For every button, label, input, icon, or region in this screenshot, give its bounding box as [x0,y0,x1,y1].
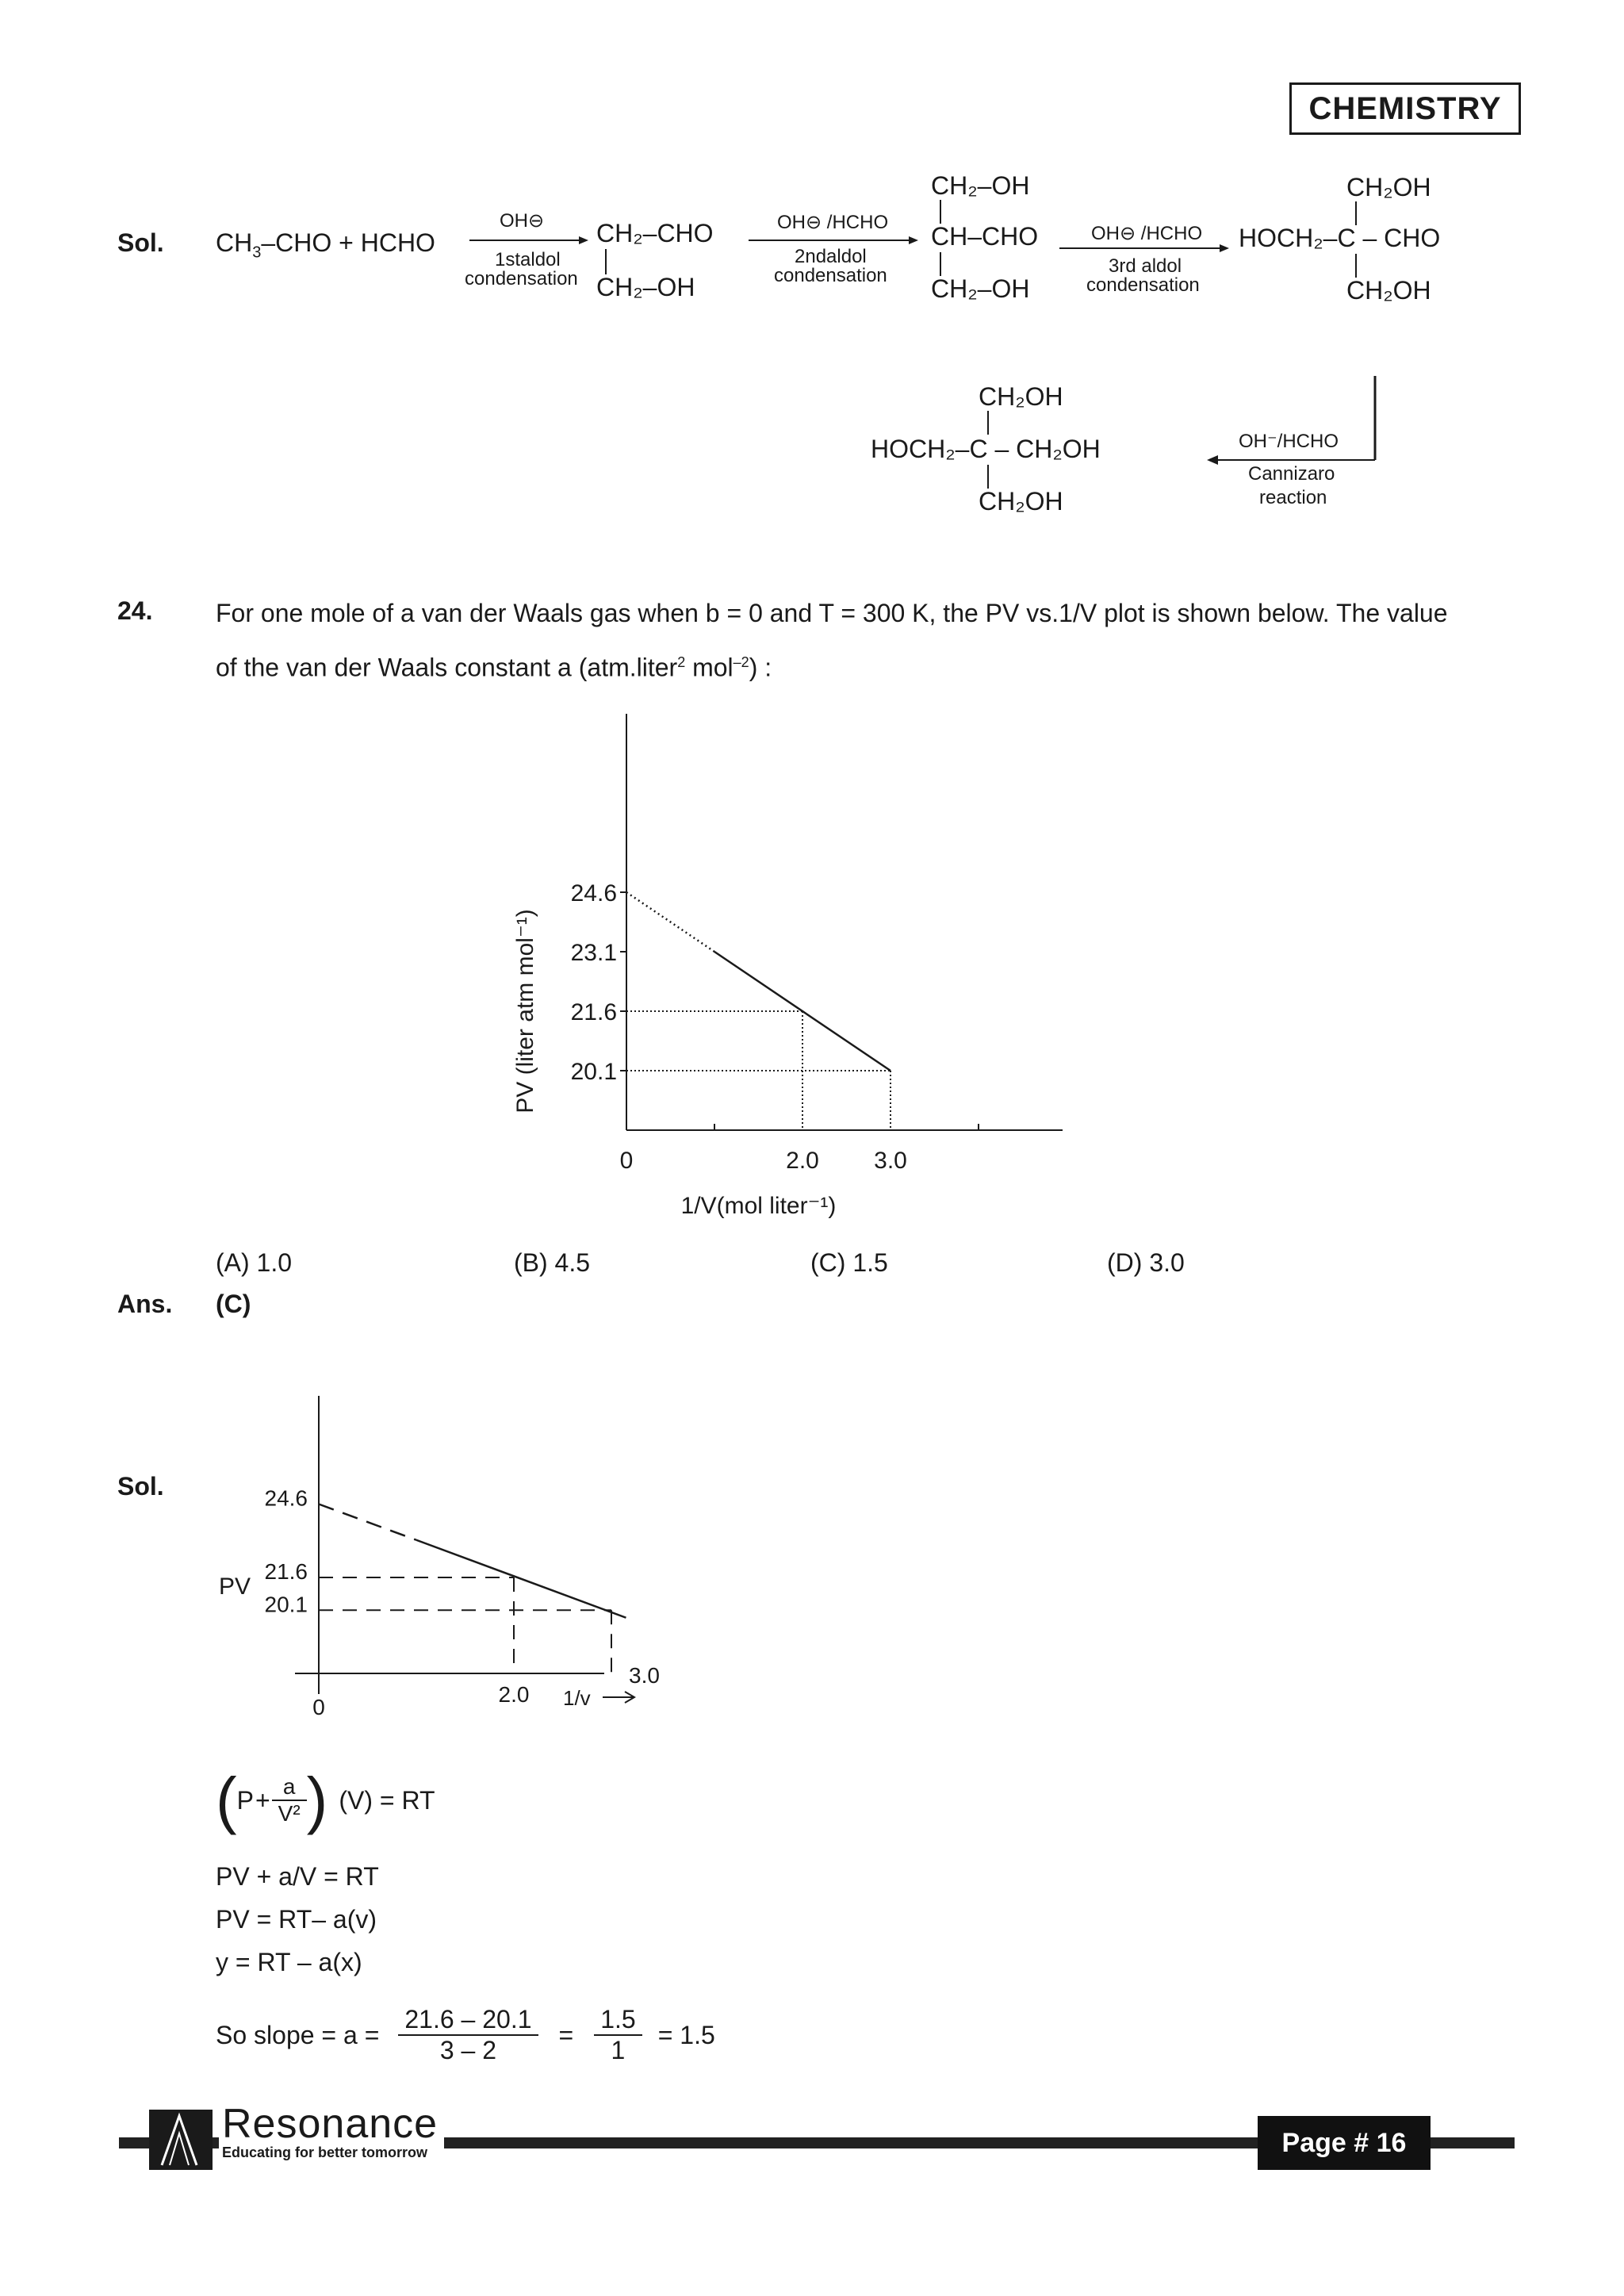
question-number: 24. [117,596,153,625]
y-tick-label: 21.6 [570,999,617,1025]
slope-prefix: So slope = a = [216,2020,380,2049]
sol2-line-3: y = RT – a(x) [216,1948,362,1976]
data-line [416,1540,626,1618]
brand-tagline: Educating for better tomorrow [222,2145,428,2160]
eq-frac-num: a [272,1774,307,1801]
product1-bottom: CH₂–OH [596,273,695,301]
question-sup-1: 2 [677,654,686,670]
reactants [216,228,435,262]
eq-fraction [272,1774,307,1826]
product2-top: CH₂–OH [931,171,1030,200]
y-tick-label: 20.1 [570,1059,617,1085]
reactant-left: CH [216,228,253,257]
product3-bottom: CH₂OH [1346,276,1431,305]
step2-name-1: 2ndaldol [795,246,867,267]
step4-reagent: OH⁻/HCHO [1239,431,1339,452]
step3-reagent: OH⊖ /HCHO [1091,223,1203,244]
eq-plus: + [255,1785,270,1815]
x-tick-label: 2.0 [786,1148,819,1174]
product2-bond-top [939,200,942,224]
resonance-logo-icon [149,2110,213,2170]
step2-reagent: OH⊖ /HCHO [777,212,889,233]
sol-label: Sol. [117,228,164,257]
y-tick-label: 24.6 [264,1485,308,1511]
close-paren: ) [306,1765,328,1835]
step1-name-1: 1staldol [495,249,561,270]
solution-chart [208,1380,660,1729]
option-c: (C) 1.5 [810,1248,888,1277]
slope-num-2: 1.5 [594,2005,642,2036]
eq-p: P [236,1785,254,1815]
brand-name: Resonance [222,2101,439,2147]
slope-calculation [216,2005,715,2065]
y-tick-label: 24.6 [570,880,617,907]
product4-bond-top [986,411,990,435]
x-axis-label: 1/V(mol liter⁻¹) [680,1193,837,1219]
x-tick-label: 2.0 [498,1682,530,1707]
x-tick-label: 3.0 [874,1148,907,1174]
question-line-2 [216,638,1532,692]
y-axis-label: PV (liter atm mol⁻¹) [512,909,538,1114]
slope-fraction-2 [594,2005,642,2065]
resonance-logo-mark [149,2110,213,2170]
x-tick-label: 3.0 [629,1663,660,1688]
question-line-2c: ) : [749,653,772,682]
step3-arrow [1059,243,1229,254]
product3-mid: HOCH₂–C – CHO [1239,224,1441,252]
vdw-equation [216,1765,435,1835]
step3-name-1: 3rd aldol [1109,255,1182,277]
sol2-label: Sol. [117,1472,164,1501]
step2-name-2: condensation [774,265,887,286]
open-paren: ( [216,1765,237,1835]
brand-block [219,2102,444,2160]
answer-value: (C) [216,1290,251,1318]
eq-rest: (V) = RT [339,1785,435,1815]
x-tick-label: 0 [619,1148,634,1174]
eq-frac-den: V² [278,1801,301,1826]
step1-arrow [469,235,588,246]
y-axis-label: PV [219,1573,251,1600]
step4-arrow [1205,373,1388,468]
slope-result: = 1.5 [657,2020,715,2049]
x-tick-label: 0 [312,1695,325,1719]
product3-bond-bottom [1354,254,1358,278]
slope-den-2: 1 [611,2036,626,2064]
option-a: (A) 1.0 [216,1248,293,1277]
product4-mid: HOCH₂–C – CH₂OH [871,435,1101,463]
product1-bond [604,249,607,274]
product4-bottom: CH₂OH [979,487,1063,516]
slope-fraction-1 [398,2005,538,2065]
sol2-line-1: PV + a/V = RT [216,1862,379,1891]
answer-label: Ans. [117,1290,173,1318]
option-b: (B) 4.5 [514,1248,591,1277]
y-tick-label: 21.6 [264,1559,308,1584]
step4-name-2: reaction [1259,487,1327,508]
step1-reagent: OH⊖ [500,210,545,232]
step2-arrow [749,235,918,246]
slope-equals: = [558,2020,574,2049]
option-d: (D) 3.0 [1107,1248,1185,1277]
y-tick-label: 20.1 [264,1592,308,1617]
step1-name-2: condensation [465,268,578,289]
reactant-right: –CHO + HCHO [261,228,435,257]
product2-bottom: CH₂–OH [931,274,1030,303]
product3-top: CH₂OH [1346,173,1431,201]
sol2-line-2: PV = RT– a(v) [216,1905,377,1934]
extrapolated-line [319,1504,416,1540]
question-sup-2: –2 [733,654,749,670]
question-line-2a: of the van der Waals constant a (atm.liter [216,653,678,682]
slope-num-1: 21.6 – 20.1 [398,2005,538,2036]
step4-name-1: Cannizaro [1248,463,1335,485]
question-line-2b: mol [685,653,733,682]
question-line-1: For one mole of a van der Waals gas when b = 0 and T = 300 K, the PV vs.1/V plot is shown below. The value [216,599,1448,627]
product3-bond-top [1354,201,1358,225]
slope-den-1: 3 – 2 [439,2036,497,2064]
product4-bond-bottom [986,465,990,489]
question-chart [492,698,1078,1237]
product2-mid: CH–CHO [931,222,1039,251]
question-text [216,588,1532,692]
y-tick-label: 23.1 [570,940,617,966]
page-number: Page # 16 [1258,2116,1431,2170]
x-axis-label: 1/v [563,1686,591,1710]
subject-heading: CHEMISTRY [1289,82,1521,135]
product4-top: CH₂OH [979,382,1063,411]
product1-top: CH₂–CHO [596,219,714,247]
step3-name-2: condensation [1086,274,1200,296]
reactant-subscript: 3 [252,243,262,262]
extrapolated-line [626,892,714,952]
product2-bond-bottom [939,252,942,276]
